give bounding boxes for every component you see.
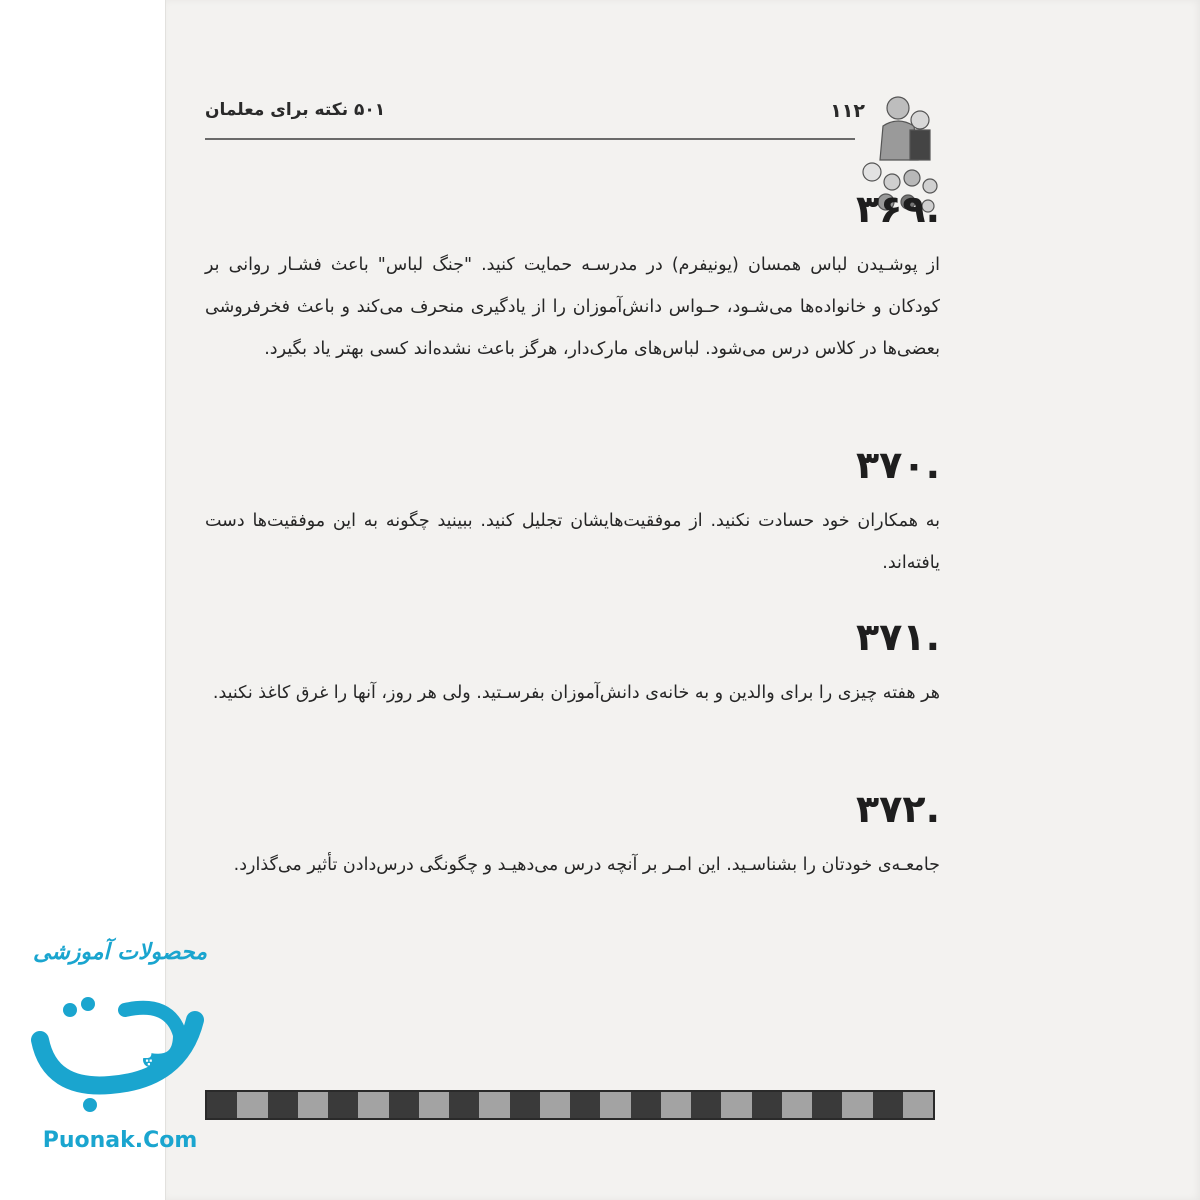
tip-369	[205, 186, 940, 370]
band-cell	[570, 1092, 600, 1118]
tip-number: ۳۷۲.	[855, 787, 940, 831]
band-cell	[540, 1092, 570, 1118]
tip-372	[205, 786, 940, 886]
band-cell	[479, 1092, 509, 1118]
band-cell	[782, 1092, 812, 1118]
band-cell	[298, 1092, 328, 1118]
band-cell	[631, 1092, 661, 1118]
band-cell	[842, 1092, 872, 1118]
logo-text: پونک	[81, 1031, 155, 1066]
brand-slogan: محصولات آموزشی	[32, 940, 207, 965]
tip-number: ۳۷۰.	[855, 443, 940, 487]
header-rule	[205, 138, 855, 140]
running-header	[205, 98, 865, 140]
book-page	[165, 0, 1200, 1200]
brand-watermark	[20, 940, 220, 1185]
band-cell	[661, 1092, 691, 1118]
band-cell	[752, 1092, 782, 1118]
brand-site: Puonak.Com	[42, 1128, 198, 1153]
tip-text: هر هفته چیزی را برای والدین و به خانه‌ی دانش‌آموزان بفرسـتید. ولی هر روز، آنها را غرق کاغذ نکنید.	[212, 683, 940, 703]
band-cell	[510, 1092, 540, 1118]
tip-370	[205, 442, 940, 584]
tip-text: به همکاران خود حسادت نکنید. از موفقیت‌هایشان تجلیل کنید. ببینید چگونه به این موفقیت‌ها دست یافته‌اند.	[205, 511, 940, 573]
tip-371	[205, 614, 940, 714]
band-cell	[268, 1092, 298, 1118]
tip-text: از پوشـیدن لباس همسان (یونیفرم) در مدرسـه حمایت کنید. "جنگ لباس" باعث فشـار روانی بر کودکان و خانواده‌ها می‌شـود، حـواس دانش‌آموزان را از یادگیری منحرف می‌کند و باعث فخرفروشی بعضی‌ها در کلاس درس می‌شود. لباس‌های مارک‌دار، هرگز باعث نشده‌اند کسی بهتر یاد بگیرد.	[205, 255, 940, 359]
tip-number: ۳۷۱.	[855, 615, 940, 659]
checkered-band	[205, 1090, 935, 1120]
puonak-logo	[30, 980, 210, 1115]
tip-text: جامعـه‌ی خودتان را بشناسـید. این امـر بر آنچه درس می‌دهیـد و چگونگی درس‌دادن تأثیر می‌گذارد.	[233, 855, 940, 875]
band-cell	[721, 1092, 751, 1118]
tip-number: ۳۶۹.	[855, 187, 940, 231]
band-cell	[873, 1092, 903, 1118]
band-cell	[903, 1092, 933, 1118]
band-cell	[812, 1092, 842, 1118]
book-title: ۵۰۱ نکته برای معلمان	[205, 100, 386, 120]
band-cell	[389, 1092, 419, 1118]
page-number: ۱۱۲	[830, 100, 865, 122]
band-cell	[419, 1092, 449, 1118]
band-cell	[449, 1092, 479, 1118]
band-cell	[237, 1092, 267, 1118]
band-cell	[600, 1092, 630, 1118]
band-cell	[358, 1092, 388, 1118]
band-cell	[328, 1092, 358, 1118]
band-cell	[691, 1092, 721, 1118]
